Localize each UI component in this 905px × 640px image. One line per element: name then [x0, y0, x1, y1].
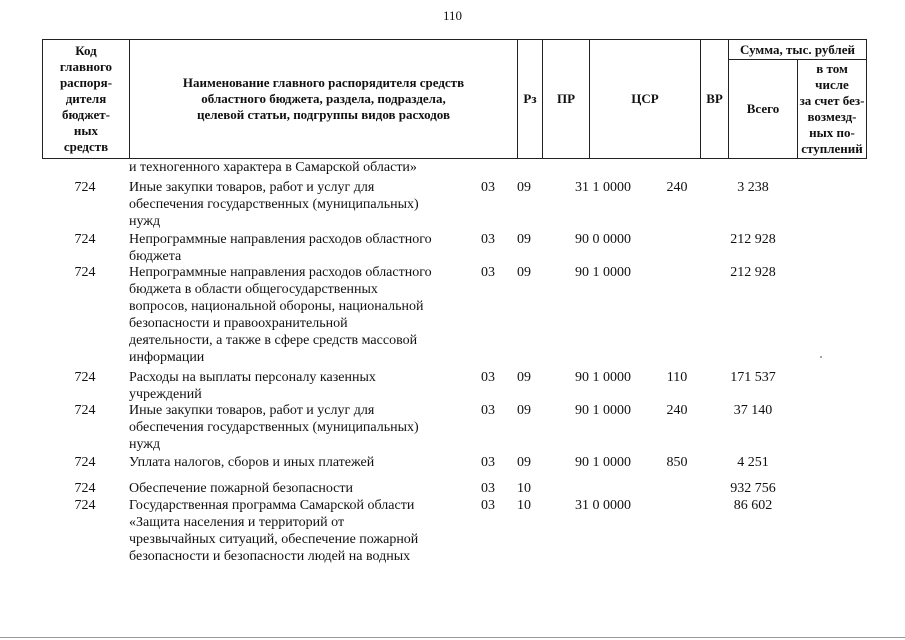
row-pr: 09 [517, 180, 531, 195]
row-code: 724 [74, 455, 96, 470]
row-pr: 09 [517, 265, 531, 280]
header-pr: ПР [543, 40, 590, 158]
row-name: Иные закупки товаров, работ и услуг для обеспечения государственных (муниципальных) нужд [129, 180, 419, 229]
row-pr: 10 [517, 481, 531, 496]
page-bottom-edge [0, 637, 905, 638]
row-name: Расходы на выплаты персоналу казенных учреждений [129, 370, 376, 402]
scan-speck [820, 356, 822, 358]
row-name: Непрограммные направления расходов областного бюджета [129, 232, 432, 264]
row-rz: 03 [481, 370, 495, 385]
row-rz: 03 [481, 455, 495, 470]
row-total: 4 251 [737, 455, 769, 470]
row-rz: 03 [481, 232, 495, 247]
row-rz: 03 [481, 481, 495, 496]
row-rz: 03 [481, 403, 495, 418]
row-pr: 09 [517, 232, 531, 247]
header-code: Код главного распоря- дителя бюджет- ных средств [43, 40, 130, 158]
row-code: 724 [74, 370, 96, 385]
row-total: 171 537 [730, 370, 776, 385]
row-code: 724 [74, 498, 96, 513]
header-vr: ВР [701, 40, 729, 158]
row-code: 724 [74, 403, 96, 418]
row-name: Уплата налогов, сборов и иных платежей [129, 455, 375, 470]
row-csr: 90 1 0000 [575, 455, 631, 470]
row-total: 37 140 [733, 403, 773, 418]
row-csr: 90 0 0000 [575, 232, 631, 247]
row-csr: 90 1 0000 [575, 265, 631, 280]
row-rz: 03 [481, 180, 495, 195]
row-total: 212 928 [730, 265, 776, 280]
row-pr: 10 [517, 498, 531, 513]
row-code: 724 [74, 481, 96, 496]
page-number: 110 [442, 8, 463, 23]
header-gratuitous: в том числе за счет без- возмезд- ных по- ступлений [799, 60, 865, 156]
row-code: 724 [74, 180, 96, 195]
header-total: Всего [729, 59, 798, 158]
row-total: 3 238 [737, 180, 769, 195]
header-name: Наименование главного распорядителя средств областного бюджета, раздела, подраздела, целевой статьи, подгруппы видов расходов [130, 40, 518, 158]
row-total: 86 602 [733, 498, 773, 513]
row-vr: 850 [666, 455, 688, 470]
row-name: Государственная программа Самарской области «Защита населения и территорий от чрезвычайных ситуаций, обеспечение пожарной безопасности и безопасности людей на водных [129, 498, 419, 564]
carryover-text: и техногенного характера в Самарской области» [129, 160, 417, 175]
row-rz: 03 [481, 265, 495, 280]
row-name: Непрограммные направления расходов областного бюджета в области общегосударственных вопросов, национальной обороны, национальной безопасности и правоохранительной деятельности, а также в сфере средств массовой информации [129, 265, 432, 365]
header-sum: Сумма, тыс. рублей [729, 40, 866, 60]
row-name: Иные закупки товаров, работ и услуг для обеспечения государственных (муниципальных) нужд [129, 403, 419, 452]
row-code: 724 [74, 232, 96, 247]
table-header [42, 39, 867, 159]
row-name: Обеспечение пожарной безопасности [129, 481, 354, 496]
row-vr: 110 [666, 370, 688, 385]
row-csr: 31 1 0000 [575, 180, 631, 195]
header-rz: Рз [518, 40, 543, 158]
header-csr: ЦСР [590, 40, 701, 158]
row-vr: 240 [666, 403, 688, 418]
row-code: 724 [74, 265, 96, 280]
row-vr: 240 [666, 180, 688, 195]
row-csr: 90 1 0000 [575, 403, 631, 418]
row-csr: 90 1 0000 [575, 370, 631, 385]
row-total: 212 928 [730, 232, 776, 247]
row-pr: 09 [517, 455, 531, 470]
row-total: 932 756 [730, 481, 776, 496]
row-rz: 03 [481, 498, 495, 513]
row-csr: 31 0 0000 [575, 498, 631, 513]
row-pr: 09 [517, 403, 531, 418]
row-pr: 09 [517, 370, 531, 385]
